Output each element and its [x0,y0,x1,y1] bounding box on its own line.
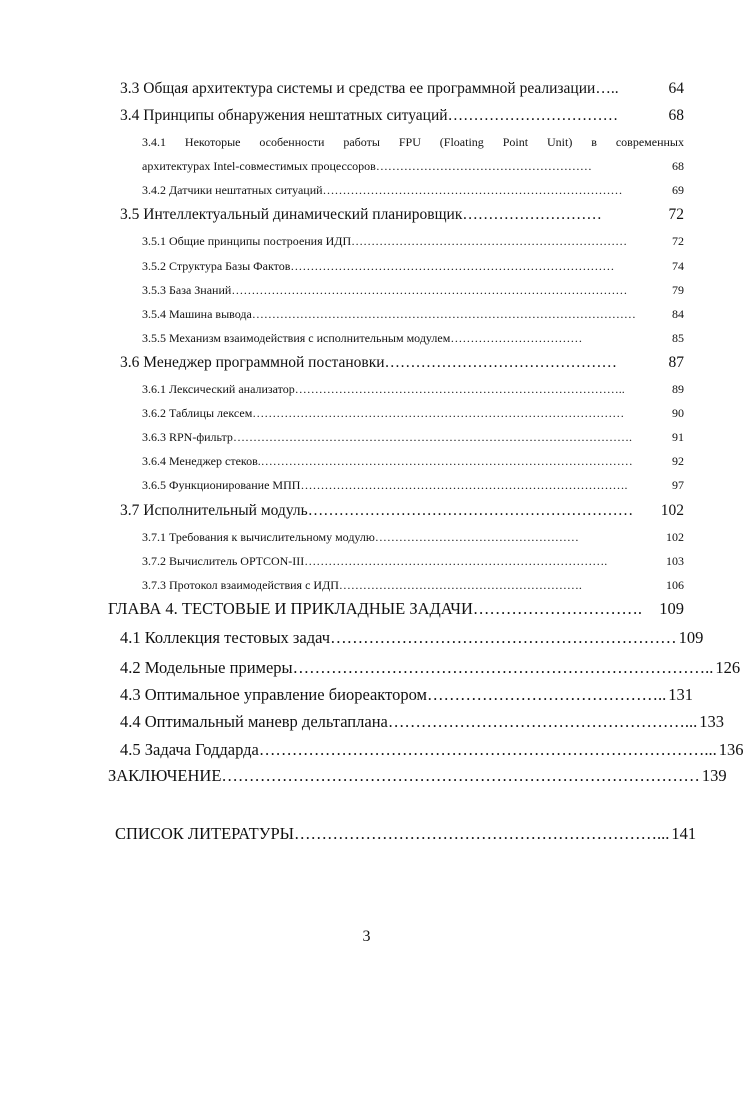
toc-entry-3-5-3: 3.5.3 База Знаний ……………………………………………………………………………………… 79 [142,283,684,297]
toc-entry-3-6-1: 3.6.1 Лексический анализатор ……………………………………………………………………….. 89 [142,382,684,396]
toc-entry-3-6-4: 3.6.4 Менеджер стеков. ………………………………………………………………………………… 92 [142,454,684,468]
toc-entry-3-5-2: 3.5.2 Структура Базы Фактов ……………………………………………………………………… 74 [142,259,684,273]
page-number: 3 [362,928,371,945]
toc-entry-3-5-1: 3.5.1 Общие принципы построения ИДП …………………………………………………………… 72 [142,234,684,248]
toc-entry-3-4: 3.4 Принципы обнаружения нештатных ситуаций …………………………… 68 [120,107,684,124]
toc-entry-bibliography: СПИСОК ЛИТЕРАТУРЫ …………………………………………………………... 141 [115,824,697,843]
toc-entry-3-6-2: 3.6.2 Таблицы лексем ………………………………………………………………………………… 90 [142,406,684,420]
toc-entry-3-7-2: 3.7.2 Вычислитель OPTCON-III …………………………………………………………………. 103 [142,554,684,568]
toc-entry-3-5: 3.5 Интеллектуальный динамический планировщик ……………………… 72 [120,206,684,223]
toc-entry-3-4-1-line1: 3.4.1 Некоторые особенности работы FPU (Floating Point Unit) в современных [142,135,684,149]
toc-entry-3-5-5: 3.5.5 Механизм взаимодействия с исполнительным модулем …………………………… 85 [142,331,684,345]
toc-entry-3-6: 3.6 Менеджер программной постановки ……………………………………… 87 [120,354,684,371]
toc-entry-4-1: 4.1 Коллекция тестовых задач ……………………………………………………… 109 [120,628,704,647]
toc-entry-3-7: 3.7 Исполнительный модуль ……………………………………………………… 102 [120,502,684,519]
toc-entry-3-5-4: 3.5.4 Машина вывода …………………………………………………………………………………… 84 [142,307,684,321]
toc-entry-conclusion: ЗАКЛЮЧЕНИЕ …………………………………………………………………………… 139 [108,766,727,785]
toc-entry-4-2: 4.2 Модельные примеры ………………………………………………………………….. 126 [120,658,741,677]
toc-entry-4-3: 4.3 Оптимальное управление биореактором …………………………………….. 131 [120,685,693,704]
toc-entry-4-4: 4.4 Оптимальный маневр дельтаплана ………………………………………………... 133 [120,712,724,731]
toc-entry-4-5: 4.5 Задача Годдарда ………………………………………………………………………... 136 [120,740,744,759]
toc-entry-3-4-1-line2: архитектурах Intel-совместимых процессоров ……………………………………………… 68 [142,159,684,173]
toc-entry-3-3: 3.3 Общая архитектура системы и средства ее программной реализации ….. 64 [120,80,684,97]
toc-entry-3-6-3: 3.6.3 RPN-фильтр ………………………………………………………………………………………. 91 [142,430,684,444]
toc-entry-chapter-4: ГЛАВА 4. ТЕСТОВЫЕ И ПРИКЛАДНЫЕ ЗАДАЧИ …………………………. 109 [108,599,684,618]
toc-entry-3-6-5: 3.6.5 Функционирование МПП ………………………………………………………………………. 97 [142,478,684,492]
toc-entry-3-4-2: 3.4.2 Датчики нештатных ситуаций ………………………………………………………………… 69 [142,183,684,197]
toc-entry-3-7-3: 3.7.3 Протокол взаимодействия с ИДП ……………………………………………………. 106 [142,578,684,592]
toc-entry-3-7-1: 3.7.1 Требования к вычислительному модулю …………………………………………… 102 [142,530,684,544]
